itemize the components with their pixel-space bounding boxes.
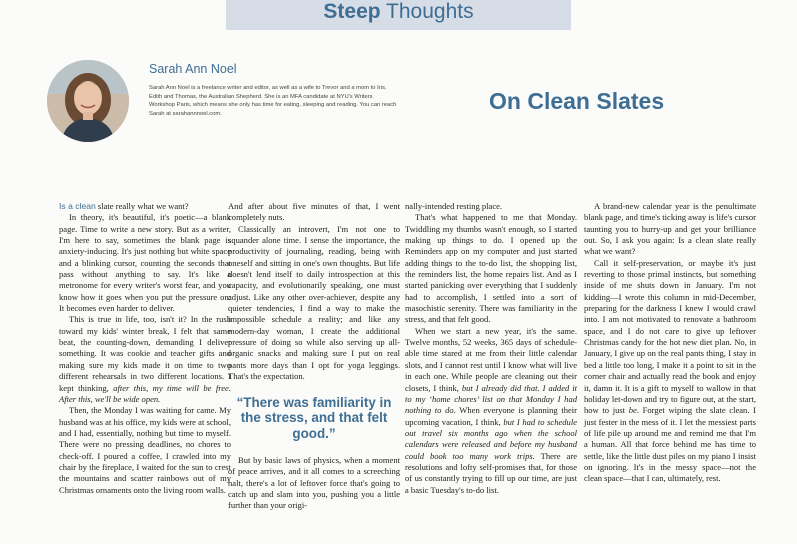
section-banner [226,0,571,30]
emphasis-text: be [628,405,637,416]
article-column-3 [405,201,577,496]
lead-in: Is a clean [59,201,96,211]
paragraph-text: This is true in life, too, isn't it? In the rush toward my kids' winter break, I felt that same beat, the counting-down, demanding I deliver something. It was cookie and teacher gifts and making sure my kids made it on time to two different rehearsals in two different locations. I kept thinking, [59,314,231,393]
paragraph [59,314,231,405]
banner-title-rest: Thoughts [380,0,474,23]
paragraph: A brand-new calendar year is the penultimate blank page, and time's ticking away is life's cursor taunting you to hurry-up and get your brilliance out. So, I ask you again: Is a clean slate really what we want? [584,201,756,257]
emphasis-text: but I already did that. I added it to my ‘home chores’ list on that Monday I had nothing to do [405,382,577,416]
banner-title-bold: Steep [323,0,381,23]
author-name: Sarah Ann Noel [149,62,237,76]
paragraph-text: slate really what we want? [95,201,189,211]
paragraph: In theory, it's beautiful, it's poetic—a blank page. Time to write a new story. But as a writer, I'm here to say, sometimes the blank page is anxiety-inducing. It's just nothing but white space and a blinking cursor, counting the seconds that pass without anything to say. It's like a metronome for every writer's worst fear, and you know how it goes when you put the pressure on: It becomes even harder to deliver. [59,212,231,314]
emphasis-text: but I had to schedule out travel six months ago when the school calendars were released and before my husband could book too many work trips. [405,416,577,461]
paragraph: That's what happened to me that Monday. Twiddling my thumbs wasn't enough, so I started making up things to do. I opened up the Reminders app on my computer and just started adding things to the to-do list, the shopping list, the reminders list, the home repairs list. And as I started panicking over everything that I suddenly had to accomplish, I settled into a sort of masochistic serenity. There was familiarity in the stress, and that felt good. [405,212,577,325]
author-bio: Sarah Ann Noel is a freelance writer and editor, as well as a wife to Trevor and a mom to Iris, Edith and Thomas, the Australian Shepherd. She is an MFA candidate at NYU's Writers Workshop Paris, which means she only has time for eating, sleeping and reading. You can reach Sarah at sarahannnoel.com. [149,85,397,117]
author-avatar [47,60,129,142]
paragraph-text: There are resolutions and lofty self-promises that, for those of us constantly trying to fill up our time, are just a basic Tuesday's to-do list. [405,450,577,495]
paragraph [405,326,577,496]
paragraph-text: . When everyone is planning their upcoming vacation, I think, [405,405,577,427]
article-column-1 [59,201,231,496]
paragraph [59,201,231,212]
emphasis-text: after this, my time will be free. After this, we'll be wide open. [59,382,231,404]
paragraph: Then, the Monday I was waiting for came. My husband was at his office, my kids were at school, and I had, essentially, nothing but time to myself. There were no pressing deadlines, no chores to check-off. I poured a coffee, I crawled into my chair by the fireplace, I waited for the sun to crest the mountains and scatter rainbows out of my Christmas ornaments onto the living room walls. [59,405,231,495]
paragraph-text: When we start a new year, it's the same. Twelve months, 52 weeks, 365 days of schedule-able time stared at me from their little calendar slots, and I cannot rest until I know what will live in each one. While people are cleaning out their closets, I think, [405,325,577,393]
article-column-2 [228,201,400,512]
author-portrait-image [47,60,129,142]
paragraph-text: Call it self-preservation, or maybe it's just reverting to those primal instincts, but something inside of me shuts down in January. I'm not kidding—I wrote this column in mid-December, preparing for the darkness I knew I would crawl into. I am not motivated to renovate a bathroom space, and I do not care to give up leftover Christmas candy for the hot new diet plan. No, in January, I give up on the real pants thing, I stay in bed a little too long, I make it a point to sit in the corner chair and actually read the book and enjoy it, damn it. It is a gift to myself to wallow in that holiday let-down and try to figure out, at the start, how to just [584,257,756,416]
article-column-4 [584,201,756,485]
paragraph [584,258,756,485]
paragraph: Classically an introvert, I'm not one to squander alone time. I sense the importance, the productivity of journaling, reading, being with oneself and sitting in one's own thoughts. But life doesn't lend itself to daily introspection at this capacity, and evolutionarily speaking, one must adjust. Like any other over-achiever, despite any quieter tendencies, I find a way to make the impossible schedule a reality; and like any modern-day woman, I create the additional pressure of doing so while also serving up all-organic snacks and making sure I put on real pants more days than I opt for yoga leggings. That's the expectation. [228,223,400,382]
paragraph: And after about five minutes of that, I went completely nuts. [228,201,400,223]
pull-quote: “There was familiarity in the stress, and that felt good.” [236,394,392,441]
paragraph: But by basic laws of physics, when a moment of peace arrives, and it all comes to a screeching halt, there's a lot of leftover force that's going to catch up and slam into you, pushing you a little further than your origi- [228,455,400,511]
paragraph: nally-intended resting place. [405,201,503,211]
paragraph-text: . Forget wiping the slate clean. I just fester in the mess of it. I let the messiest parts of life pile up around me and remind me that I'm a human. All that force behind me has time to settle, like the little dust piles on my piano I insist on ignoring. It's in the messy space—not the clean space—that I can, ultimately, rest. [584,405,756,484]
article-title: On Clean Slates [489,88,665,114]
